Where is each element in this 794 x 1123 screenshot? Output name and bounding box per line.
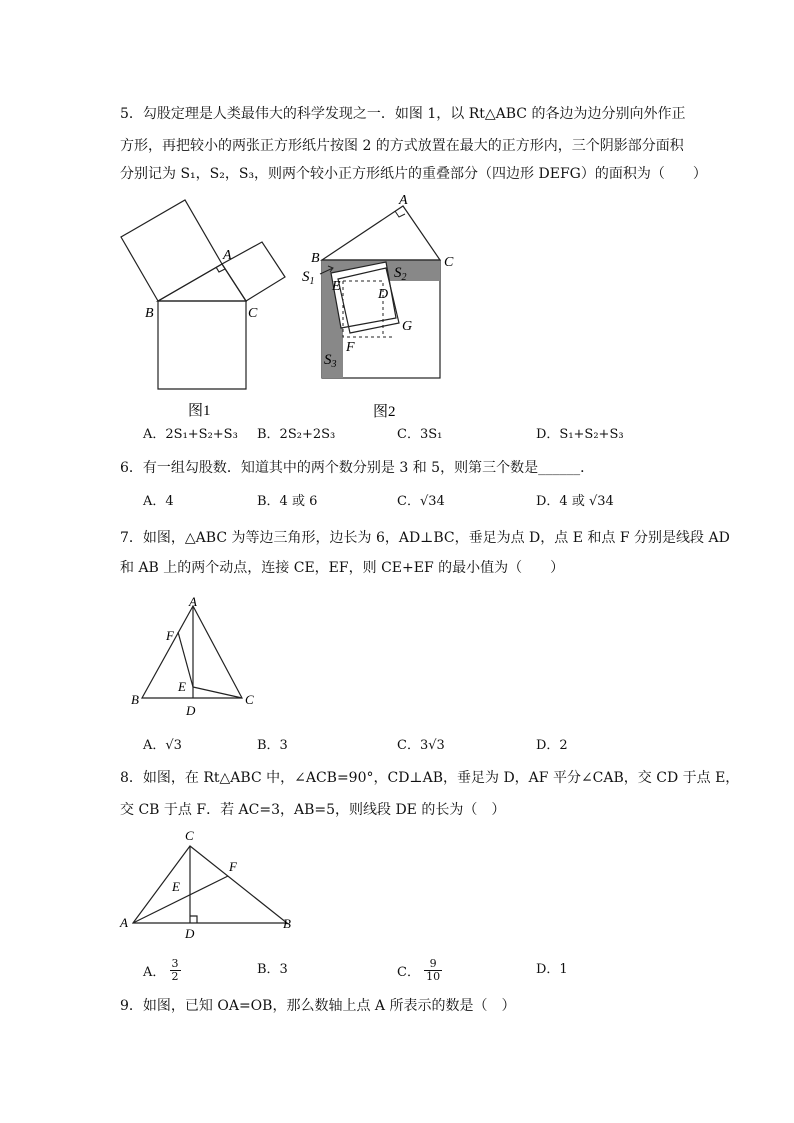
- fig2-label-s1: $S_1$: [302, 269, 315, 287]
- q5-figure-1: [110, 195, 300, 425]
- fig2-label-f: F: [346, 340, 355, 355]
- fig2-label-c: C: [444, 255, 454, 270]
- q6-line-1: 6．有一组勾股数．知道其中的两个数分别是 3 和 5，则第三个数是______．: [120, 460, 595, 476]
- q7-figure: [125, 592, 265, 722]
- q5-line-3: 分别记为 S₁，S₂，S₃，则两个较小正方形纸片的重叠部分（四边形 DEFG）的面积为（ ）: [120, 166, 707, 182]
- q8-label-c: C: [185, 828, 194, 843]
- q8-label-a: A: [120, 915, 128, 930]
- q8-option-a[interactable]: A． $\frac{3}{2}$: [143, 957, 179, 983]
- q8-line-2: 交 CB 于点 F．若 AC=3，AB=5，则线段 DE 的长为（ ）: [120, 802, 506, 818]
- fig2-label-a: A: [399, 193, 408, 208]
- fig1-label-b: B: [145, 306, 154, 321]
- q7-option-d[interactable]: D．2: [536, 738, 568, 753]
- fig2-label-e: E: [332, 279, 341, 294]
- q5-option-b[interactable]: B．2S₂+2S₃: [257, 427, 336, 442]
- q5-option-d[interactable]: D．S₁+S₂+S₃: [536, 427, 624, 442]
- fig1-label-c: C: [248, 306, 258, 321]
- fig2-label-d: D: [378, 287, 389, 302]
- q7-option-a[interactable]: A．√3: [143, 738, 182, 753]
- q7-line-1: 7．如图，△ABC 为等边三角形，边长为 6，AD⊥BC，垂足为点 D，点 E 和点 F 分别是线段 AD: [120, 530, 730, 546]
- q7-option-c[interactable]: C．3√3: [397, 738, 445, 753]
- q7-label-e: E: [178, 679, 186, 694]
- q8-label-f: F: [229, 859, 237, 874]
- q6-option-d[interactable]: D．4 或 √34: [536, 494, 614, 509]
- fig1-caption: 图1: [188, 403, 211, 419]
- q5-line-2: 方形，再把较小的两张正方形纸片按图 2 的方式放置在最大的正方形内，三个阴影部分面积: [120, 138, 684, 154]
- q5-option-a[interactable]: A．2S₁+S₂+S₃: [143, 427, 238, 442]
- q5-figure-2: [298, 188, 468, 428]
- triangle-abc-2: [322, 206, 440, 260]
- fig2-label-s2: $S_2$: [394, 265, 407, 283]
- q6-option-b[interactable]: B．4 或 6: [257, 494, 318, 509]
- q7-label-a: A: [189, 594, 197, 609]
- q8-line-1: 8．如图，在 Rt△ABC 中，∠ACB=90°，CD⊥AB，垂足为 D，AF 平分∠CAB，交 CD 于点 E，: [120, 770, 740, 786]
- q8-label-b: B: [283, 916, 291, 931]
- q5-option-c[interactable]: C．3S₁: [397, 427, 443, 442]
- q9-line-1: 9．如图，已知 OA=OB，那么数轴上点 A 所表示的数是（ ）: [120, 998, 516, 1014]
- q7-option-b[interactable]: B．3: [257, 738, 288, 753]
- q8-figure: [115, 825, 305, 945]
- square-on-ab: [121, 200, 222, 301]
- fig2-label-g: G: [402, 319, 413, 334]
- fig2-caption: 图2: [373, 404, 396, 420]
- q8-option-d[interactable]: D．1: [536, 962, 568, 977]
- triangle-abc: [158, 264, 246, 301]
- q7-line-2: 和 AB 上的两个动点，连接 CE，EF，则 CE+EF 的最小值为（ ）: [120, 560, 565, 576]
- square-on-bc: [158, 301, 246, 389]
- q8-option-b[interactable]: B．3: [257, 962, 288, 977]
- q7-label-f: F: [166, 628, 174, 643]
- q8-label-d: D: [185, 926, 195, 941]
- q8-frac-c-den: 10: [426, 970, 441, 983]
- q7-label-c: C: [245, 692, 254, 707]
- fig1-label-a: A: [223, 248, 232, 263]
- fig2-label-s3: $S_3$: [324, 352, 337, 370]
- q8-label-e: E: [172, 879, 180, 894]
- q6-option-a[interactable]: A．4: [143, 494, 174, 509]
- q8-frac-a-den: 2: [171, 970, 179, 983]
- q8-option-c[interactable]: C． $\frac{9}{10}$: [397, 957, 441, 983]
- q5-line-1: 5．勾股定理是人类最伟大的科学发现之一．如图 1，以 Rt△ABC 的各边为边分别向外作正: [120, 106, 686, 122]
- q8-frac-a-num: 3: [171, 957, 179, 970]
- fig2-label-b: B: [311, 251, 320, 266]
- q6-option-c[interactable]: C．√34: [397, 494, 445, 509]
- q7-label-b: B: [131, 692, 139, 707]
- q8-frac-c-num: 9: [424, 958, 442, 971]
- q7-label-d: D: [186, 703, 196, 718]
